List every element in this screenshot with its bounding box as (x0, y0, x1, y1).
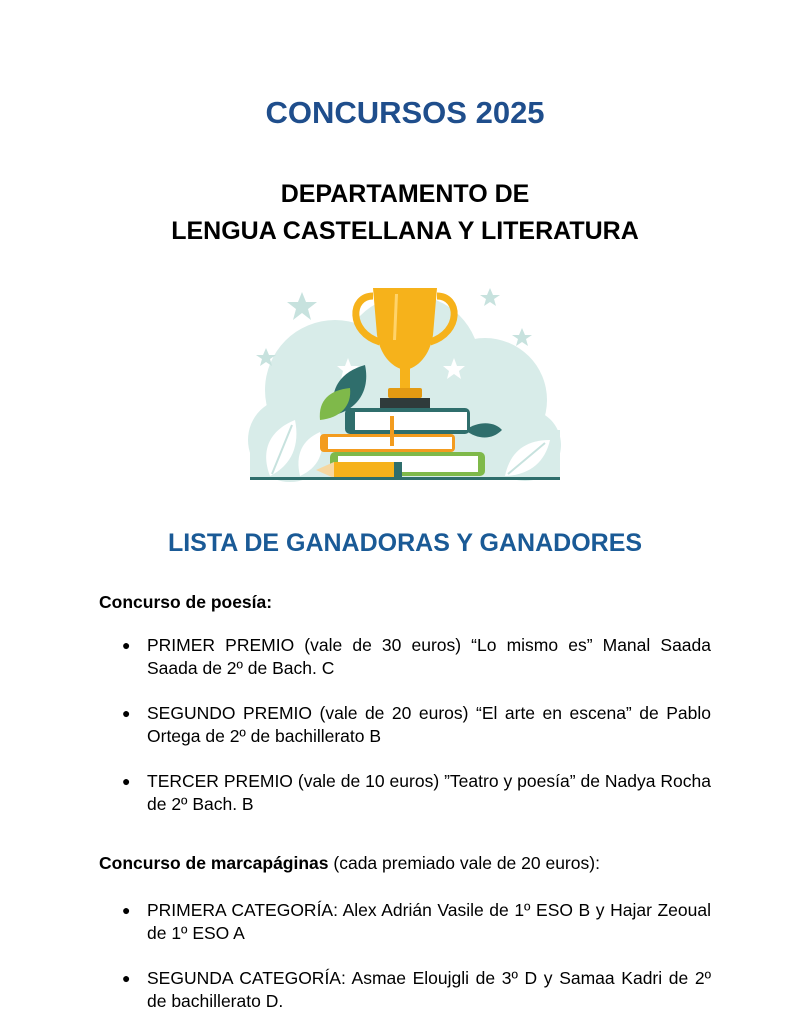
department-line-2: LENGUA CASTELLANA Y LITERATURA (171, 217, 639, 245)
trophy-on-books-icon (240, 280, 570, 490)
list-item: ● TERCER PREMIO (vale de 10 euros) ”Teatro y poesía” de Nadya Rocha de 2º Bach. B (122, 771, 711, 814)
ground-line (250, 477, 560, 480)
pencil (316, 462, 402, 478)
bullet-icon: ● (122, 902, 131, 918)
poetry-contest-heading (99, 592, 272, 613)
poetry-winners-list (99, 634, 711, 838)
poetry-contest-label: Concurso de poesía: (99, 592, 273, 612)
list-item: ● SEGUNDA CATEGORÍA: Asmae Eloujgli de 3º D y Samaa Kadri de 2º de bachillerato D. (122, 968, 711, 1011)
department-heading (0, 176, 810, 250)
bullet-icon: ● (122, 637, 131, 653)
list-item: ● PRIMERA CATEGORÍA: Alex Adrián Vasile de 1º ESO B y Hajar Zeoual de 1º ESO A (122, 900, 711, 943)
bookmark-contest-label: Concurso de marcapáginas (99, 853, 329, 873)
bookmark-winners-list (99, 899, 711, 1035)
page-title: CONCURSOS 2025 (265, 95, 545, 130)
bullet-icon: ● (122, 773, 131, 789)
list-item: ● SEGUNDO PREMIO (vale de 20 euros) “El arte en escena” de Pablo Ortega de 2º de bachillerato B (122, 703, 711, 746)
bullet-icon: ● (122, 970, 131, 986)
bullet-icon: ● (122, 705, 131, 721)
department-line-1: DEPARTAMENTO DE (280, 180, 530, 208)
list-item: ● PRIMER PREMIO (vale de 30 euros) “Lo mismo es” Manal Saada Saada de 2º de Bach. C (122, 635, 711, 678)
bookmark-contest-note: (cada premiado vale de 20 euros): (328, 853, 600, 873)
winners-list-title: LISTA DE GANADORAS Y GANADORES (167, 529, 643, 557)
bookmark-contest-heading (99, 853, 600, 874)
